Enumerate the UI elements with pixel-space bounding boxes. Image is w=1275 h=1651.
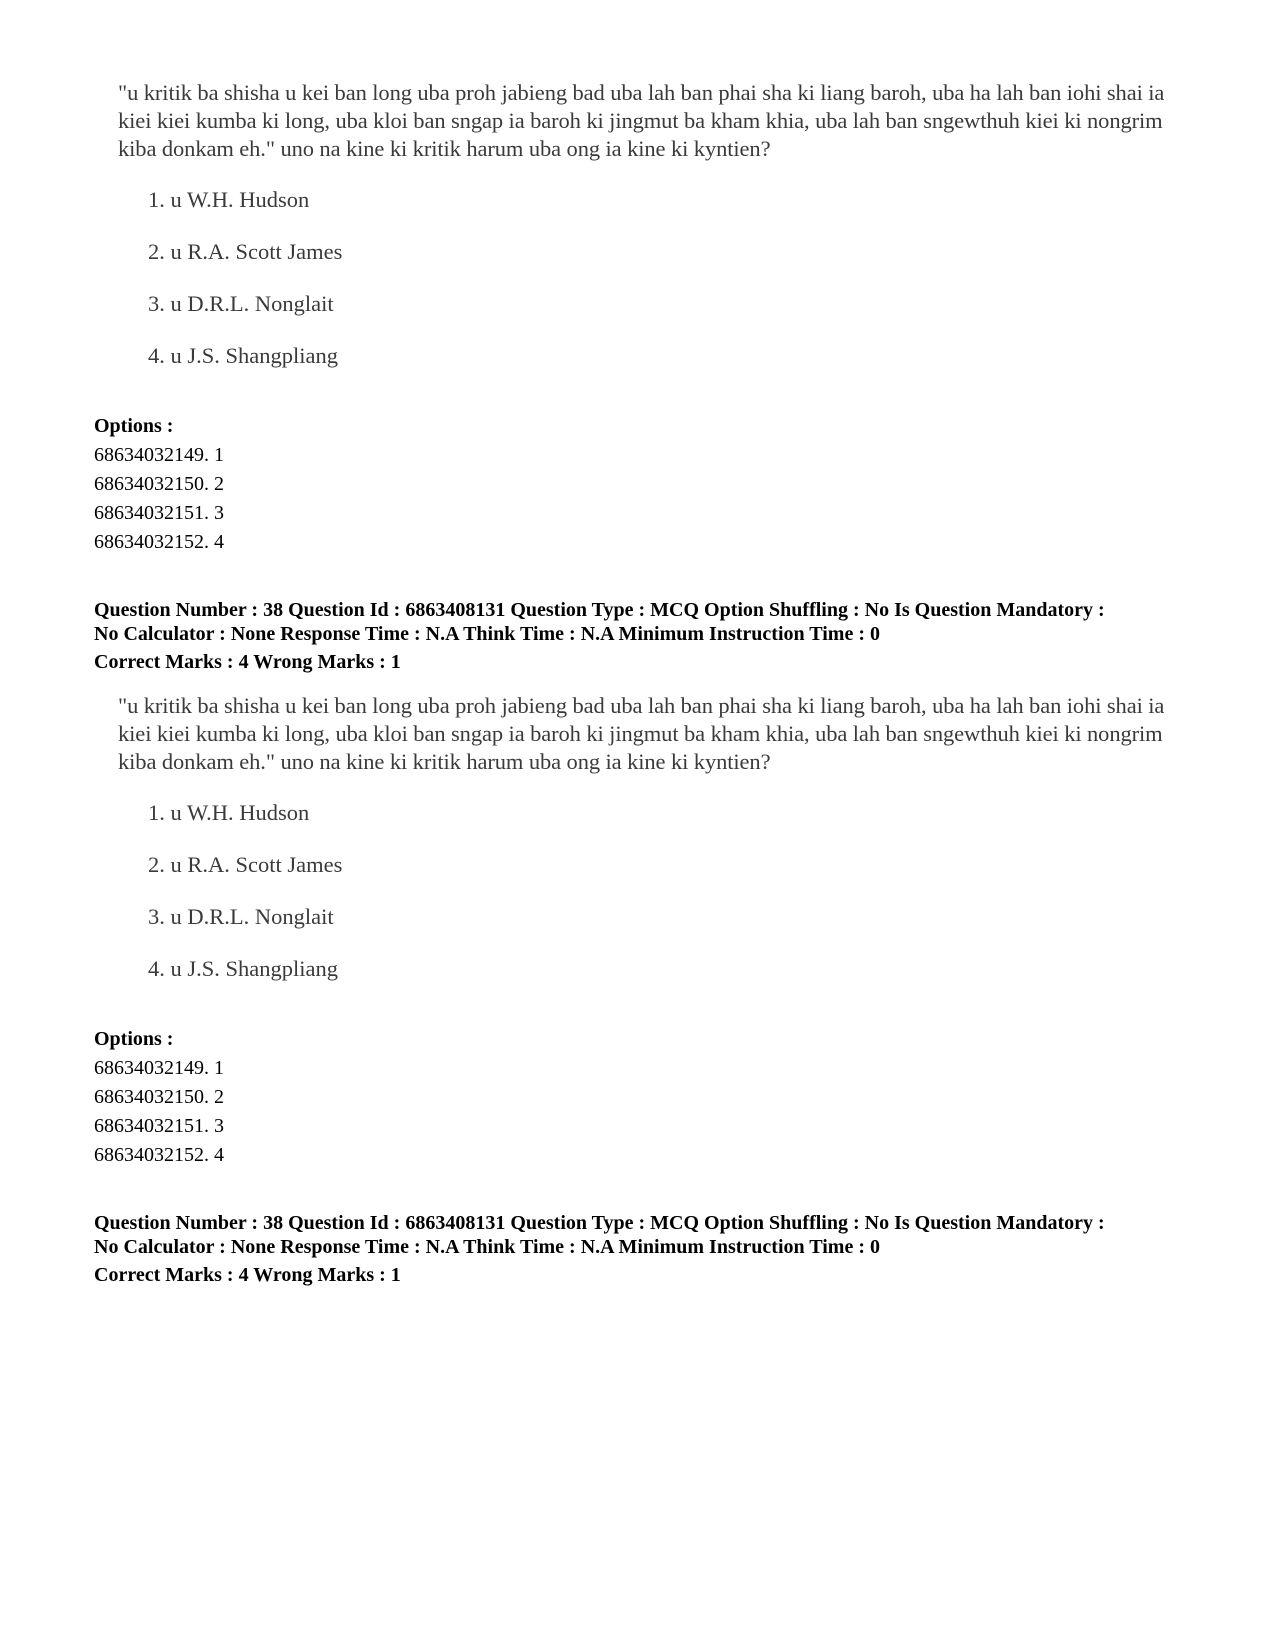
choice-item: 1. u W.H. Hudson [148, 187, 310, 212]
question-meta [94, 1211, 1214, 1287]
option-item: 68634032152. 4 [94, 1144, 224, 1166]
option-item: 68634032150. 2 [94, 473, 224, 495]
option-item: 68634032151. 3 [94, 502, 224, 524]
question-image [118, 692, 1198, 983]
option-item: 68634032149. 1 [94, 1057, 224, 1079]
choice-item: 3. u D.R.L. Nonglait [148, 291, 334, 316]
option-item: 68634032150. 2 [94, 1086, 224, 1108]
options-label: Options : [94, 1028, 174, 1050]
choice-item: 4. u J.S. Shangpliang [148, 343, 339, 368]
meta-line: No Calculator : None Response Time : N.A Think Time : N.A Minimum Instruction Time : 0 [94, 623, 880, 645]
choice-list [118, 186, 1198, 370]
meta-line: Question Number : 38 Question Id : 6863408131 Question Type : MCQ Option Shuffling : No Is Question Mandatory : [94, 1212, 1105, 1234]
options-block [94, 1025, 224, 1170]
question-text: "u kritik ba shisha u kei ban long uba proh jabieng bad uba lah ban phai sha ki liang baroh, uba ha lah ban iohi shai ia kiei kiei kumba ki long, uba kloi ban sngap ia baroh ki jingmut ba kham khia, uba lah ban sngewthuh kiei ki nongrim kiba donkam eh." uno na kine ki kritik harum uba ong ia kine ki kyntien? [118, 693, 1165, 774]
options-label: Options : [94, 415, 174, 437]
choice-list [118, 799, 1198, 983]
meta-line: No Calculator : None Response Time : N.A Think Time : N.A Minimum Instruction Time : 0 [94, 1236, 880, 1258]
marks-line: Correct Marks : 4 Wrong Marks : 1 [94, 1264, 401, 1286]
options-block [94, 412, 224, 557]
option-item: 68634032149. 1 [94, 444, 224, 466]
choice-item: 2. u R.A. Scott James [148, 852, 343, 877]
choice-item: 3. u D.R.L. Nonglait [148, 904, 334, 929]
question-text: "u kritik ba shisha u kei ban long uba proh jabieng bad uba lah ban phai sha ki liang baroh, uba ha lah ban iohi shai ia kiei kiei kumba ki long, uba kloi ban sngap ia baroh ki jingmut ba kham khia, uba lah ban sngewthuh kiei ki nongrim kiba donkam eh." uno na kine ki kritik harum uba ong ia kine ki kyntien? [118, 80, 1165, 161]
option-item: 68634032152. 4 [94, 531, 224, 553]
choice-item: 1. u W.H. Hudson [148, 800, 310, 825]
choice-item: 4. u J.S. Shangpliang [148, 956, 339, 981]
question-meta [94, 598, 1214, 674]
question-image [118, 79, 1198, 370]
option-item: 68634032151. 3 [94, 1115, 224, 1137]
choice-item: 2. u R.A. Scott James [148, 239, 343, 264]
marks-line: Correct Marks : 4 Wrong Marks : 1 [94, 651, 401, 673]
meta-line: Question Number : 38 Question Id : 6863408131 Question Type : MCQ Option Shuffling : No Is Question Mandatory : [94, 599, 1105, 621]
